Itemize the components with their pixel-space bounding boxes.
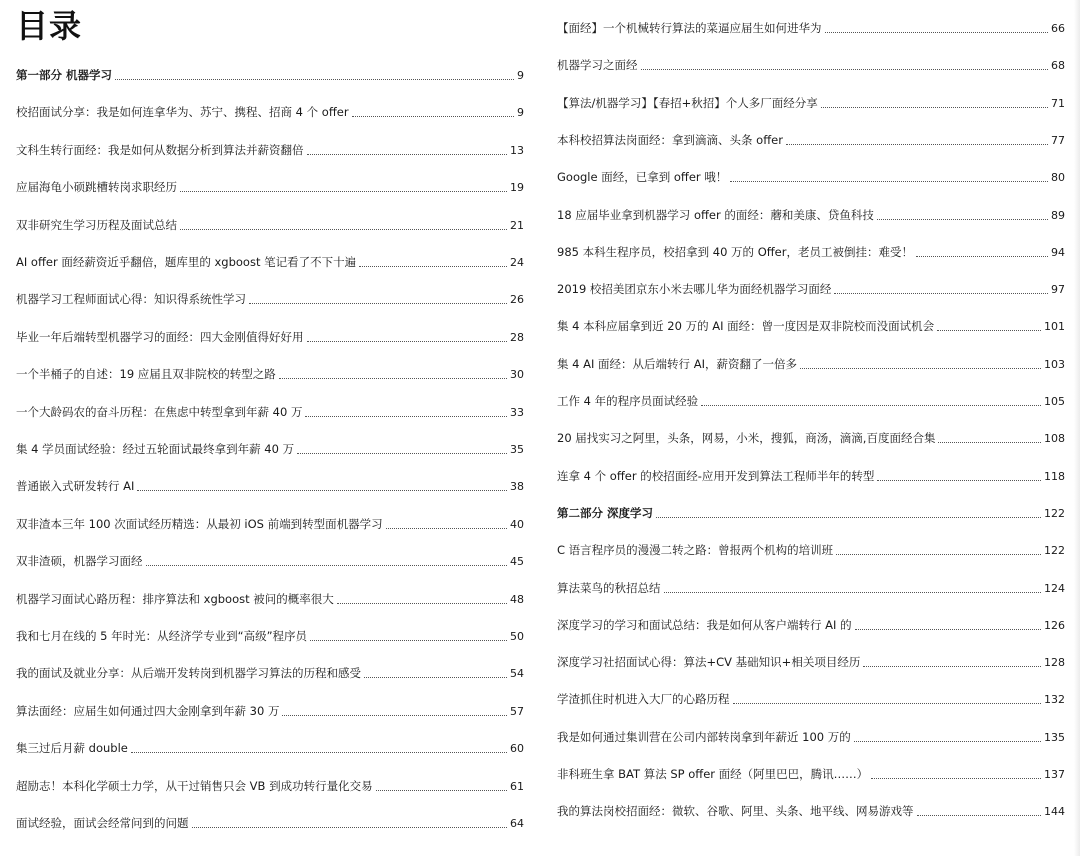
toc-entry-label: 一个半桶子的自述：19 应届且双非院校的转型之路 [16,367,276,382]
dot-leader [192,827,508,828]
dot-leader [834,293,1048,294]
toc-entry[interactable] [16,587,524,607]
toc-page-number: 9 [517,106,524,120]
toc-page-number: 124 [1044,581,1065,595]
dot-leader [871,778,1041,779]
toc-page-number: 26 [510,293,524,307]
dot-leader [917,815,1042,816]
toc-page-number: 94 [1051,245,1065,259]
dot-leader [376,790,507,791]
dot-leader [282,715,507,716]
dot-leader [352,116,514,117]
toc-entry[interactable] [16,437,524,457]
toc-entry[interactable] [557,277,1065,297]
dot-leader [297,453,507,454]
dot-leader [307,154,508,155]
toc-entry[interactable] [16,400,524,420]
toc-page-number: 77 [1051,133,1065,147]
toc-entry[interactable] [16,624,524,644]
toc-entry-label: 【算法/机器学习】【春招+秋招】个人多厂面经分享 [557,95,818,110]
toc-page-number: 105 [1044,395,1065,408]
dot-leader [855,629,1041,630]
toc-page-number: 19 [510,181,524,195]
dot-leader [656,517,1041,518]
toc-page-number: 35 [510,443,524,456]
dot-leader [641,69,1049,70]
toc-page-number: 54 [510,667,524,681]
toc-entry[interactable] [557,799,1065,819]
dot-leader [131,752,507,753]
toc-entry[interactable] [16,549,524,569]
toc-entry-label: 我的面试及就业分享：从后端开发转岗到机器学习算法的历程和感受 [16,666,361,681]
toc-entry-label: C 语言程序员的漫漫二转之路：曾报两个机构的培训班 [557,543,834,558]
toc-entry[interactable] [557,650,1065,670]
toc-entry-label: 集 4 本科应届拿到近 20 万的 AI 面经：曾一度因是双非院校而没面试机会 [557,319,935,334]
dot-leader [279,378,507,379]
toc-page-number: 122 [1044,506,1065,520]
toc-entry-label: 超励志！本科化学硕士力学，从干过销售只会 VB 到成功转行量化交易 [16,778,373,793]
toc-entry[interactable] [557,426,1065,446]
dot-leader [146,565,508,566]
dot-leader [249,303,507,304]
toc-page-number: 61 [510,779,524,793]
dot-leader [305,416,507,417]
toc-page-number: 24 [510,256,524,269]
toc-entry[interactable] [16,287,524,307]
toc-page-number: 118 [1044,469,1065,483]
toc-entry[interactable] [557,91,1065,111]
toc-entry-label: 算法菜鸟的秋招总结 [557,580,661,595]
toc-entry[interactable] [16,250,524,270]
toc-entry-label: 我和七月在线的 5 年时光：从经济学专业到“高级”程序员 [16,629,308,643]
toc-entry[interactable] [557,352,1065,372]
toc-entry[interactable] [557,687,1065,707]
toc-entry-label: 机器学习之面经 [557,58,638,73]
toc-entry[interactable] [16,474,524,494]
toc-entry[interactable] [557,128,1065,148]
toc-page-number: 89 [1051,208,1065,222]
toc-entry[interactable] [557,203,1065,223]
toc-entry-label: 双非渣本三年 100 次面试经历精选：从最初 iOS 前端到转型面机器学习 [16,516,383,531]
dot-leader [701,405,1041,406]
toc-page-number: 50 [510,630,524,643]
dot-leader [337,603,507,604]
toc-entry[interactable] [16,325,524,345]
toc-page-number: 101 [1044,320,1065,334]
toc-entry-label: 深度学习的学习和面试总结：我是如何从客户端转行 AI 的 [557,617,852,632]
toc-page-number: 48 [510,592,524,606]
toc-entry-label: 2019 校招美团京东小米去哪儿华为面经机器学习面经 [557,282,832,297]
page-edge-shadow [1074,0,1080,856]
toc-page-number: 21 [510,218,524,232]
toc-entry[interactable] [557,613,1065,633]
dot-leader [877,480,1041,481]
toc-entry[interactable] [557,389,1065,409]
toc-page-number: 108 [1044,432,1065,446]
dot-leader [733,703,1042,704]
toc-entry-label: 连拿 4 个 offer 的校招面经-应用开发到算法工程师半年的转型 [557,468,875,483]
toc-entry[interactable] [557,762,1065,782]
toc-entry-label: 双非研究生学习历程及面试总结 [16,217,177,232]
toc-page-number: 135 [1044,730,1065,744]
dot-leader [854,741,1041,742]
toc-entry[interactable] [16,736,524,756]
dot-leader [115,79,514,80]
dot-leader [180,229,507,230]
dot-leader [825,32,1049,33]
toc-entry-label: 【面经】一个机械转行算法的菜逼应届生如何进华为 [557,21,822,35]
dot-leader [786,144,1048,145]
dot-leader [364,677,507,678]
toc-entry-label: 985 本科生程序员，校招拿到 40 万的 Offer，老员工被倒挂：难受！ [557,244,913,259]
toc-page-number: 30 [510,368,524,382]
dot-leader [863,666,1041,667]
toc-entry[interactable] [557,538,1065,558]
toc-page-number: 137 [1044,768,1065,781]
toc-entry-label: 集 4 AI 面经：从后端转行 AI，薪资翻了一倍多 [557,356,797,371]
dot-leader [821,107,1048,108]
toc-entry[interactable] [557,240,1065,260]
toc-entry-label: 应届海龟小硕跳槽转岗求职经历 [16,180,177,195]
toc-page-number: 80 [1051,171,1065,185]
toc-entry-label: 我是如何通过集训营在公司内部转岗拿到年薪近 100 万的 [557,729,851,744]
toc-left-column [16,0,524,856]
toc-page-number: 28 [510,330,524,344]
toc-page-number: 57 [510,704,524,718]
toc-title: 目录 [16,7,83,45]
toc-entry-label: 20 届找实习之阿里，头条，网易，小米，搜狐，商汤，滴滴,百度面经合集 [557,431,936,446]
dot-leader [307,341,508,342]
dot-leader [938,442,1041,443]
toc-entry-label: 一个大龄码农的奋斗历程：在焦虑中转型拿到年薪 40 万 [16,404,303,419]
toc-section-heading[interactable] [16,63,524,83]
toc-entry[interactable] [16,512,524,532]
toc-entry[interactable] [557,314,1065,334]
toc-entry-label: 工作 4 年的程序员面试经验 [557,394,699,408]
toc-entry[interactable] [16,213,524,233]
dot-leader [137,490,507,491]
toc-entry-label: 集三过后月薪 double [16,741,128,756]
dot-leader [180,191,507,192]
toc-entry-label: 毕业一年后端转型机器学习的面经：四大金刚值得好好用 [16,329,304,344]
dot-leader [916,256,1048,257]
toc-entry-label: 第二部分 深度学习 [557,505,654,520]
dot-leader [877,219,1048,220]
toc-entry[interactable] [16,100,524,120]
toc-page-number: 144 [1044,805,1065,819]
toc-entry[interactable] [16,699,524,719]
toc-page-number: 97 [1051,283,1065,297]
toc-page-number: 64 [510,817,524,830]
toc-entry[interactable] [557,725,1065,745]
toc-entry-label: 深度学习社招面试心得：算法+CV 基础知识+相关项目经历 [557,655,861,670]
toc-page-number: 13 [510,143,524,157]
toc-page-number: 33 [510,405,524,419]
dot-leader [310,640,507,641]
toc-entry[interactable] [16,362,524,382]
toc-entry-label: 18 应届毕业拿到机器学习 offer 的面经：蘑和美康、贷鱼科技 [557,207,874,222]
toc-entry-label: 面试经验，面试会经常问到的问题 [16,816,189,830]
toc-entry[interactable] [16,811,524,831]
toc-entry-label: 文科生转行面经：我是如何从数据分析到算法并薪资翻倍 [16,142,304,157]
toc-entry-label: 普通嵌入式研发转行 AI [16,479,135,494]
toc-entry[interactable] [16,175,524,195]
toc-page-number: 40 [510,517,524,531]
toc-entry-label: 本科校招算法岗面经：拿到滴滴、头条 offer [557,132,783,147]
toc-page-number: 66 [1051,22,1065,35]
toc-entry-label: 非科班生拿 BAT 算法 SP offer 面经（阿里巴巴，腾讯……） [557,767,869,781]
toc-entry-label: 集 4 学员面试经验：经过五轮面试最终拿到年薪 40 万 [16,442,295,456]
toc-right-column [557,0,1065,856]
toc-section-heading[interactable] [557,501,1065,521]
toc-entry-label: 校招面试分享：我是如何连拿华为、苏宁、携程、招商 4 个 offer [16,105,349,120]
toc-entry[interactable] [16,774,524,794]
toc-entry-label: 机器学习工程师面试心得：知识得系统性学习 [16,292,246,307]
dot-leader [359,266,507,267]
dot-leader [836,554,1041,555]
toc-page-number: 71 [1051,96,1065,110]
toc-entry[interactable] [557,576,1065,596]
toc-entry-label: 我的算法岗校招面经：微软、谷歌、阿里、头条、地平线、网易游戏等 [557,804,914,819]
toc-page-number: 60 [510,742,524,756]
toc-page-number: 9 [517,69,524,82]
toc-entry-label: 双非渣硕，机器学习面经 [16,554,143,569]
dot-leader [730,181,1048,182]
toc-page-number: 128 [1044,656,1065,670]
toc-entry[interactable] [557,165,1065,185]
toc-entry-label: Google 面经，已拿到 offer 哦！ [557,170,728,185]
dot-leader [386,528,507,529]
toc-entry[interactable] [16,138,524,158]
toc-entry[interactable] [16,661,524,681]
toc-page-number: 68 [1051,59,1065,73]
toc-entry[interactable] [557,53,1065,73]
toc-entry-label: 学渣抓住时机进入大厂的心路历程 [557,692,730,707]
dot-leader [937,330,1041,331]
toc-entry[interactable] [557,16,1065,36]
toc-page-number: 103 [1044,357,1065,371]
toc-page-number: 132 [1044,693,1065,707]
toc-page-number: 126 [1044,618,1065,632]
dot-leader [800,368,1041,369]
toc-entry-label: 第一部分 机器学习 [16,68,113,82]
dot-leader [664,592,1042,593]
toc-page-number: 38 [510,480,524,494]
toc-entry-label: 算法面经：应届生如何通过四大金刚拿到年薪 30 万 [16,703,280,718]
toc-entry-label: 机器学习面试心路历程：排序算法和 xgboost 被问的概率很大 [16,591,334,606]
toc-page-number: 122 [1044,544,1065,558]
toc-page-number: 45 [510,555,524,569]
toc-entry[interactable] [557,464,1065,484]
toc-entry-label: AI offer 面经薪资近乎翻倍，题库里的 xgboost 笔记看了不下十遍 [16,255,357,269]
